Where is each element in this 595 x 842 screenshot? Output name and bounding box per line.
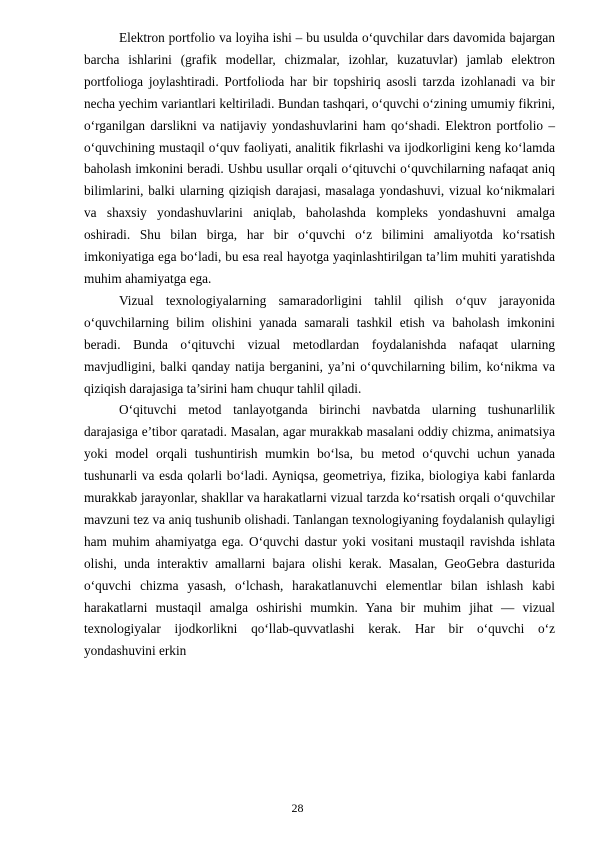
paragraph-visual-technologies-analysis: Vizual texnologiyalarning samaradorligini tahlil qilish o‘quv jarayonida o‘quvchilarning bilim olishini yanada samarali tashkil etish va baholash imkonini beradi. Bunda o‘qituvchi vizual metodlardan foydalanishda nafaqat ularning mavjudligini, balki qanday natija berganini, ya’ni o‘quvchilarning bilim, ko‘nikma va qiziqish darajasiga ta’sirini ham chuqur tahlil qiladi.	[84, 292, 555, 396]
paragraph-electronic-portfolio: Elektron portfolio va loyiha ishi – bu usulda o‘quvchilar dars davomida bajargan barcha ishlarini (grafik modellar, chizmalar, izohlar, kuzatuvlar) jamlab elektron portfolioga joylashtiradi. Portfolioda har bir topshiriq asosli tarzda izohlanadi va bir necha yechim variantlari keltiriladi. Bundan tashqari, o‘quvchi o‘zining umumiy fikrini, o‘rganilgan darslikni va natijaviy yondashuvlarini ham qo‘shadi. Elektron portfolio – o‘quvchining mustaqil o‘quv faoliyati, analitik fikrlashi va ijodkorligini keng ko‘lamda baholash imkonini beradi. Ushbu usullar orqali o‘qituvchi o‘quvchilarning nafaqat aniq bilimlarini, balki ularning qiziqish darajasi, masalaga yondashuvi, vizual ko‘nikmalari va shaxsiy yondashuvlarini aniqlab, baholashda kompleks yondashuvni amalga oshiradi. Shu bilan birga, har bir o‘quvchi o‘z bilimini amaliyotda ko‘rsatish imkoniyatiga ega bo‘ladi, bu esa real hayotga yaqinlashtirilgan ta’lim muhiti yaratishda muhim ahamiyatga ega.	[84, 30, 555, 286]
page-number: 28	[291, 801, 304, 815]
document-page	[84, 27, 555, 662]
paragraph-method-selection: O‘qituvchi metod tanlayotganda birinchi navbatda ularning tushunarlilik darajasiga e’tibor qaratadi. Masalan, agar murakkab masalani oddiy chizma, animatsiya yoki model orqali tushuntirish mumkin bo‘lsa, bu metod o‘quvchi uchun yanada tushunarli va esda qolarli bo‘ladi. Ayniqsa, geometriya, fizika, biologiya kabi fanlarda murakkab jarayonlar, shakllar va harakatlarni vizual tarzda ko‘rsatish orqali o‘quvchilar mavzuni tez va aniq tushunib olishadi. Tanlangan texnologiyaning foydalanish qulayligi ham muhim ahamiyatga ega. O‘quvchi dastur yoki vositani mustaqil ravishda ishlata olishi, unda interaktiv amallarni bajara olishi kerak. Masalan, GeoGebra dasturida o‘quvchi chizma yasash, o‘lchash, harakatlanuvchi elementlar bilan ishlash kabi harakatlarni mustaqil amalga oshirishi mumkin. Yana bir muhim jihat — vizual texnologiyalar ijodkorlikni qo‘llab-quvvatlashi kerak. Har bir o‘quvchi o‘z yondashuvini erkin	[84, 402, 555, 659]
